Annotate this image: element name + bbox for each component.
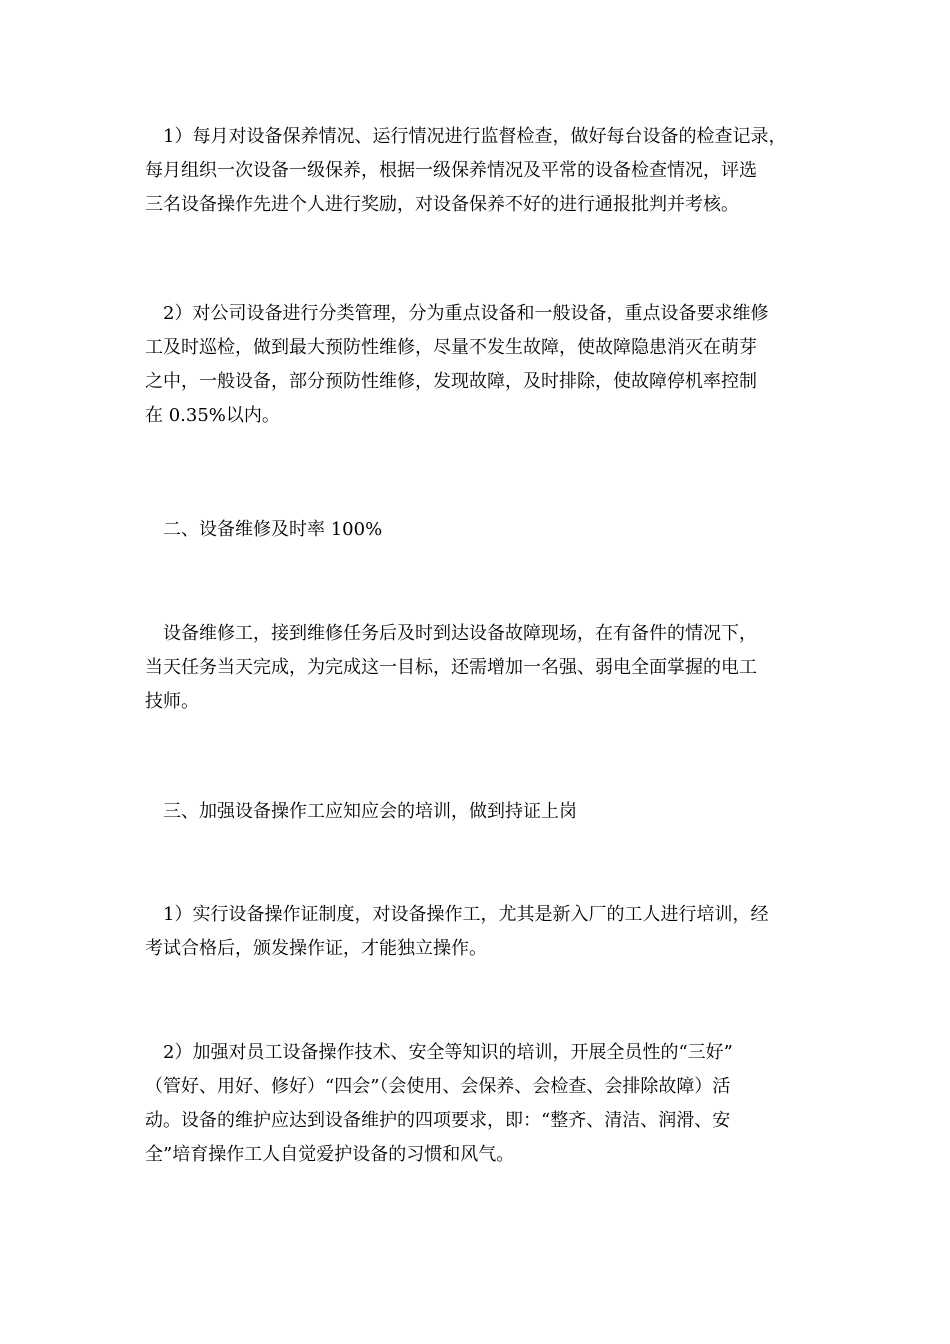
section-heading-operator-training: 三、加强设备操作工应知应会的培训，做到持证上岗	[163, 801, 577, 822]
text-line: 在 0.35%以内。	[145, 405, 280, 426]
text-line: 当天任务当天完成，为完成这一目标，还需增加一名强、弱电全面掌握的电工	[145, 657, 757, 678]
text-line: 1）实行设备操作证制度，对设备操作工，尤其是新入厂的工人进行培训，经	[163, 904, 769, 925]
text-line: 每月组织一次设备一级保养，根据一级保养情况及平常的设备检查情况，评选	[145, 160, 757, 181]
text-line: 工及时巡检，做到最大预防性维修，尽量不发生故障，使故障隐患消灭在萌芽	[145, 337, 757, 358]
section-heading-repair-rate: 二、设备维修及时率 100%	[163, 519, 383, 540]
paragraph-staff-training	[145, 1036, 835, 1172]
text-line: 全”培育操作工人自觉爱护设备的习惯和风气。	[145, 1144, 515, 1165]
paragraph-maintenance-inspection	[145, 120, 835, 222]
text-line: 三名设备操作先进个人进行奖励，对设备保养不好的进行通报批判并考核。	[145, 194, 739, 215]
text-line: 2）加强对员工设备操作技术、安全等知识的培训，开展全员性的“三好”	[163, 1042, 733, 1063]
text-line: 动。设备的维护应达到设备维护的四项要求，即：“整齐、清洁、润滑、安	[145, 1110, 731, 1131]
text-line: 考试合格后，颁发操作证，才能独立操作。	[145, 938, 487, 959]
text-line: 技师。	[145, 691, 199, 712]
paragraph-repair-worker	[145, 617, 835, 719]
text-line: 1）每月对设备保养情况、运行情况进行监督检查，做好每台设备的检查记录，	[163, 126, 787, 147]
paragraph-classification-management	[145, 297, 835, 433]
paragraph-operation-certificate	[145, 898, 835, 966]
text-line: 设备维修工，接到维修任务后及时到达设备故障现场，在有备件的情况下，	[163, 623, 757, 644]
text-line: （管好、用好、修好）“四会”（会使用、会保养、会检查、会排除故障）活	[145, 1076, 731, 1097]
text-line: 2）对公司设备进行分类管理，分为重点设备和一般设备，重点设备要求维修	[163, 303, 769, 324]
text-line: 之中，一般设备，部分预防性维修，发现故障，及时排除，使故障停机率控制	[145, 371, 757, 392]
